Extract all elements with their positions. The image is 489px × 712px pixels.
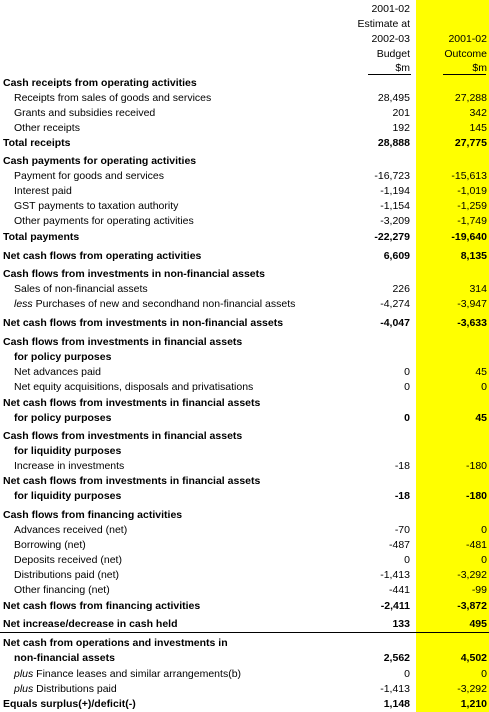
- budget-estimate-value: -441: [388, 584, 410, 596]
- row-label-text: Payment for goods and services: [14, 170, 164, 182]
- budget-estimate-value: -4,274: [380, 298, 410, 310]
- row-label: [14, 106, 155, 121]
- row-label: [14, 682, 117, 697]
- budget-estimate-value: 6,609: [383, 250, 410, 262]
- table-row: [0, 76, 489, 91]
- row-label-text: Advances received (net): [14, 524, 128, 536]
- budget-estimate-value: -18: [394, 460, 410, 472]
- budget-estimate-value: -16,723: [374, 170, 410, 182]
- table-row: [0, 508, 489, 523]
- row-label-text: Cash flows from financing activities: [3, 509, 183, 521]
- row-label-text: for policy purposes: [14, 351, 112, 363]
- outcome-value: 1,210: [460, 698, 487, 710]
- outcome-value: 4,502: [460, 652, 487, 664]
- row-label-text: Net cash flows from investments in non-financial assets: [3, 317, 284, 329]
- row-label: [3, 474, 260, 489]
- outcome-value: -1,019: [457, 185, 487, 197]
- table-row: [0, 682, 489, 697]
- outcome-value: -3,947: [457, 298, 487, 310]
- row-label-text: Net advances paid: [14, 366, 101, 378]
- outcome-value: 8,135: [460, 250, 487, 262]
- budget-estimate-value: -22,279: [374, 231, 410, 243]
- outcome-value: 342: [469, 107, 487, 119]
- row-label: [3, 508, 182, 523]
- table-row: [0, 459, 489, 474]
- budget-estimate-value: -3,209: [380, 215, 410, 227]
- row-label-text: Other financing (net): [14, 584, 110, 596]
- outcome-value: -1,749: [457, 215, 487, 227]
- outcome-value: -3,633: [457, 317, 487, 329]
- row-label-text: Net equity acquisitions, disposals and privatisations: [14, 381, 254, 393]
- row-label-text: Net cash flows from financing activities: [3, 600, 201, 612]
- row-label: [3, 697, 136, 712]
- table-row: [0, 136, 489, 151]
- row-label-text: Interest paid: [14, 185, 72, 197]
- row-label-text: Other receipts: [14, 122, 80, 134]
- table-row: [0, 282, 489, 297]
- row-label-text: Finance leases and similar arrangements(b): [33, 668, 242, 680]
- budget-estimate-value: 192: [392, 122, 410, 134]
- row-label-text: for liquidity purposes: [14, 445, 122, 457]
- row-label-prefix: plus: [14, 683, 34, 695]
- budget-estimate-value: -1,154: [380, 200, 410, 212]
- row-label-prefix: less: [14, 298, 33, 310]
- table-row: [0, 199, 489, 214]
- row-label: [14, 297, 295, 312]
- row-label-text: Sales of non-financial assets: [14, 283, 148, 295]
- budget-estimate-value: 0: [404, 381, 410, 393]
- row-label: [14, 365, 101, 380]
- outcome-value: 27,775: [454, 137, 487, 149]
- row-label-text: Net increase/decrease in cash held: [3, 618, 178, 630]
- row-label-text: Equals surplus(+)/deficit(-): [3, 698, 136, 710]
- table-row: [0, 411, 489, 426]
- table-row: [0, 230, 489, 245]
- header-underline-col1: [368, 74, 411, 75]
- row-label: [14, 568, 119, 583]
- header-col2-line2: Outcome: [444, 48, 487, 60]
- budget-estimate-value: 0: [404, 412, 410, 424]
- table-row: [0, 365, 489, 380]
- outcome-value: 0: [481, 554, 487, 566]
- row-label-text: Borrowing (net): [14, 539, 86, 551]
- budget-estimate-value: -1,413: [380, 683, 410, 695]
- row-label: [3, 599, 200, 614]
- outcome-value: 45: [475, 366, 487, 378]
- budget-estimate-value: 0: [404, 554, 410, 566]
- row-label: [3, 429, 242, 444]
- outcome-value: 0: [481, 381, 487, 393]
- table-row: [0, 667, 489, 682]
- header-col2-line3: $m: [472, 62, 487, 74]
- header-col1-line1: 2001-02: [371, 3, 410, 15]
- row-label: [3, 335, 242, 350]
- table-row: [0, 316, 489, 331]
- row-label: [3, 154, 196, 169]
- row-label-text: Deposits received (net): [14, 554, 122, 566]
- table-row: [0, 335, 489, 350]
- row-label: [14, 459, 124, 474]
- outcome-value: -3,872: [457, 600, 487, 612]
- row-label-text: Cash receipts from operating activities: [3, 77, 197, 89]
- outcome-value: 495: [469, 618, 487, 630]
- row-label: [14, 282, 148, 297]
- table-row: [0, 154, 489, 169]
- outcome-value: 27,288: [454, 92, 487, 104]
- row-label: [3, 230, 79, 245]
- row-label-text: Net cash from operations and investments in: [3, 637, 228, 649]
- header-underline-col2: [443, 74, 486, 75]
- table-row: [0, 651, 489, 666]
- row-label-text: Cash flows from investments in non-financial assets: [3, 268, 265, 280]
- budget-estimate-value: -70: [394, 524, 410, 536]
- section-divider: [0, 632, 489, 633]
- row-label-text: Distributions paid (net): [14, 569, 120, 581]
- table-header: [0, 0, 489, 74]
- outcome-value: -180: [465, 460, 487, 472]
- table-row: [0, 553, 489, 568]
- row-label: [14, 121, 80, 136]
- row-label: [14, 169, 164, 184]
- budget-estimate-value: 201: [392, 107, 410, 119]
- row-label-prefix: plus: [14, 668, 34, 680]
- budget-estimate-value: 1,148: [383, 698, 410, 710]
- row-label-text: Net cash flows from operating activities: [3, 250, 202, 262]
- row-label-text: Purchases of new and secondhand non-financial assets: [32, 298, 296, 310]
- table-row: [0, 297, 489, 312]
- budget-estimate-value: -1,413: [380, 569, 410, 581]
- row-label: [3, 136, 71, 151]
- row-label: [3, 76, 197, 91]
- table-row: [0, 380, 489, 395]
- budget-estimate-value: -1,194: [380, 185, 410, 197]
- outcome-value: -481: [465, 539, 487, 551]
- outcome-value: 314: [469, 283, 487, 295]
- outcome-value: -1,259: [457, 200, 487, 212]
- row-label: [14, 91, 211, 106]
- row-label: [3, 636, 228, 651]
- row-label: [14, 350, 111, 365]
- row-label: [14, 538, 86, 553]
- row-label-text: Cash payments for operating activities: [3, 155, 197, 167]
- table-row: [0, 489, 489, 504]
- table-row: [0, 350, 489, 365]
- table-row: [0, 429, 489, 444]
- outcome-value: 0: [481, 524, 487, 536]
- outcome-value: -15,613: [451, 170, 487, 182]
- table-row: [0, 214, 489, 229]
- table-row: [0, 444, 489, 459]
- row-label: [14, 489, 121, 504]
- header-col1-line3: 2002-03: [371, 33, 410, 45]
- budget-estimate-value: 28,495: [377, 92, 410, 104]
- table-row: [0, 184, 489, 199]
- table-row: [0, 474, 489, 489]
- row-label-text: Cash flows from investments in financial assets: [3, 336, 243, 348]
- outcome-value: -3,292: [457, 683, 487, 695]
- table-row: [0, 91, 489, 106]
- row-label-text: Net cash flows from investments in financial assets: [3, 397, 261, 409]
- row-label-text: for policy purposes: [14, 412, 112, 424]
- row-label: [14, 184, 72, 199]
- outcome-value: -99: [471, 584, 487, 596]
- row-label-text: Cash flows from investments in financial assets: [3, 430, 243, 442]
- outcome-value: -180: [465, 490, 487, 502]
- row-label: [14, 411, 111, 426]
- row-label: [14, 523, 127, 538]
- table-row: [0, 169, 489, 184]
- row-label-text: Grants and subsidies received: [14, 107, 156, 119]
- row-label-text: for liquidity purposes: [14, 490, 122, 502]
- table-row: [0, 583, 489, 598]
- row-label-text: Net cash flows from investments in financial assets: [3, 475, 261, 487]
- row-label-text: Total payments: [3, 231, 80, 243]
- header-col2-line1: 2001-02: [448, 33, 487, 45]
- outcome-value: 0: [481, 668, 487, 680]
- row-label-text: Receipts from sales of goods and services: [14, 92, 212, 104]
- table-row: [0, 697, 489, 712]
- header-col1-line2: Estimate at: [357, 18, 410, 30]
- budget-estimate-value: -2,411: [380, 600, 410, 612]
- row-label: [14, 199, 178, 214]
- budget-estimate-value: 226: [392, 283, 410, 295]
- row-label-text: non-financial assets: [14, 652, 115, 664]
- row-label: [3, 249, 201, 264]
- row-label: [3, 316, 283, 331]
- table-row: [0, 636, 489, 651]
- budget-estimate-value: 0: [404, 366, 410, 378]
- table-row: [0, 249, 489, 264]
- outcome-value: -3,292: [457, 569, 487, 581]
- budget-estimate-value: 0: [404, 668, 410, 680]
- row-label: [3, 396, 260, 411]
- row-label-text: GST payments to taxation authority: [14, 200, 179, 212]
- row-label: [14, 380, 253, 395]
- table-row: [0, 617, 489, 632]
- budget-estimate-value: -18: [394, 490, 410, 502]
- outcome-value: 45: [475, 412, 487, 424]
- budget-estimate-value: -4,047: [380, 317, 410, 329]
- table-row: [0, 121, 489, 136]
- row-label: [14, 583, 110, 598]
- outcome-value: -19,640: [451, 231, 487, 243]
- row-label-text: Total receipts: [3, 137, 71, 149]
- table-row: [0, 568, 489, 583]
- row-label: [14, 444, 121, 459]
- table-row: [0, 599, 489, 614]
- budget-estimate-value: 133: [392, 618, 410, 630]
- row-label: [14, 214, 194, 229]
- row-label-text: Other payments for operating activities: [14, 215, 194, 227]
- table-row: [0, 267, 489, 282]
- row-label: [3, 267, 265, 282]
- budget-estimate-value: -487: [388, 539, 410, 551]
- budget-estimate-value: 2,562: [383, 652, 410, 664]
- table-row: [0, 538, 489, 553]
- table-row: [0, 523, 489, 538]
- row-label: [14, 651, 115, 666]
- row-label: [14, 553, 122, 568]
- row-label: [3, 617, 178, 632]
- budget-estimate-value: 28,888: [377, 137, 410, 149]
- header-col1-line5: $m: [395, 62, 410, 74]
- row-label: [14, 667, 241, 682]
- row-label-text: Increase in investments: [14, 460, 125, 472]
- header-col1-line4: Budget: [376, 48, 410, 60]
- table-row: [0, 396, 489, 411]
- row-label-text: Distributions paid: [33, 683, 117, 695]
- outcome-value: 145: [469, 122, 487, 134]
- table-row: [0, 106, 489, 121]
